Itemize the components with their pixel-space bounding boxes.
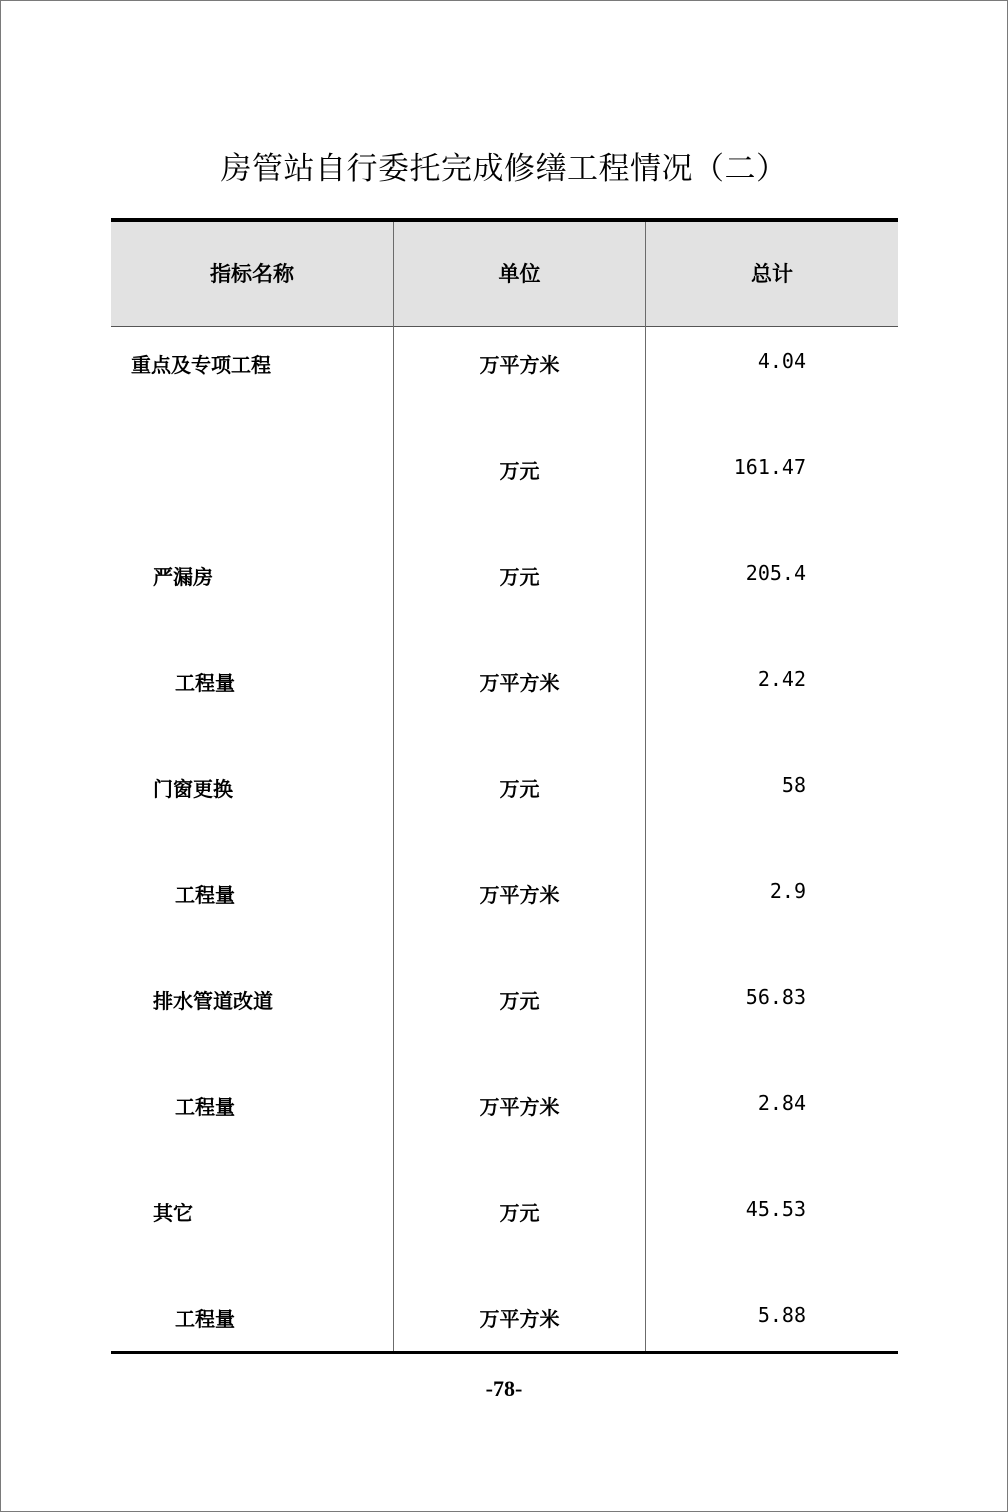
row-total: 2.84	[757, 1091, 806, 1115]
table-row	[111, 751, 898, 857]
table-row	[111, 1069, 898, 1175]
table-row	[111, 433, 898, 539]
row-total: 2.42	[757, 667, 806, 691]
row-unit: 万元	[499, 1201, 540, 1225]
row-unit: 万元	[499, 777, 540, 801]
table-row	[111, 857, 898, 963]
row-indicator-name: 门窗更换	[153, 777, 233, 801]
page-number: -78-	[485, 1376, 523, 1401]
row-indicator-name: 重点及专项工程	[131, 353, 271, 377]
table-bottom-rule	[111, 1351, 898, 1354]
header-unit: 单位	[498, 261, 541, 286]
row-unit: 万平方米	[479, 883, 560, 907]
row-indicator-name: 排水管道改道	[153, 989, 273, 1013]
row-total: 2.9	[769, 879, 806, 903]
table-row	[111, 1281, 898, 1387]
row-total: 58	[781, 773, 806, 797]
table-row	[111, 327, 898, 433]
table-body	[111, 327, 898, 1387]
row-total: 161.47	[733, 455, 806, 479]
row-indicator-name: 工程量	[175, 671, 235, 695]
row-unit: 万元	[499, 989, 540, 1013]
row-unit: 万元	[499, 565, 540, 589]
row-total: 4.04	[757, 349, 806, 373]
row-indicator-name: 工程量	[175, 1095, 235, 1119]
row-unit: 万元	[499, 459, 540, 483]
row-indicator-name: 工程量	[175, 883, 235, 907]
row-total: 45.53	[745, 1197, 806, 1221]
table-row	[111, 645, 898, 751]
row-total: 5.88	[757, 1303, 806, 1327]
row-indicator-name: 其它	[153, 1201, 193, 1225]
row-unit: 万平方米	[479, 671, 560, 695]
row-total: 205.4	[745, 561, 806, 585]
row-indicator-name: 工程量	[175, 1307, 235, 1331]
header-indicator-name: 指标名称	[210, 261, 294, 286]
row-unit: 万平方米	[479, 1307, 560, 1331]
header-total: 总计	[751, 261, 793, 286]
row-unit: 万平方米	[479, 1095, 560, 1119]
table-row	[111, 539, 898, 645]
table-row	[111, 1175, 898, 1281]
statistics-table	[111, 218, 898, 1355]
row-total: 56.83	[745, 985, 806, 1009]
table-row	[111, 963, 898, 1069]
row-unit: 万平方米	[479, 353, 560, 377]
row-indicator-name: 严漏房	[153, 565, 213, 589]
page-title: 房管站自行委托完成修缮工程情况（二）	[220, 151, 788, 187]
